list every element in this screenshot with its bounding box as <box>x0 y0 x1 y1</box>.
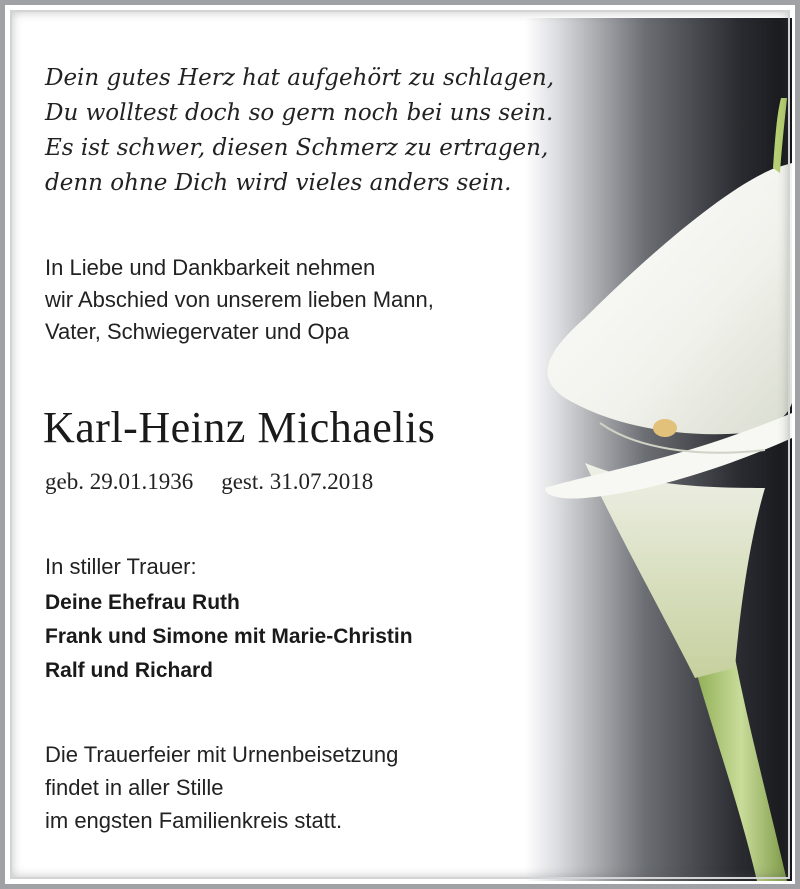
mourners-list <box>45 586 413 688</box>
service-line: im engsten Familienkreis statt. <box>45 808 343 833</box>
life-dates <box>45 467 373 497</box>
poem-line: Dein gutes Herz hat aufgehört zu schlagen, <box>45 65 555 91</box>
service-line: findet in aller Stille <box>45 775 224 800</box>
poem-line: Du wolltest doch so gern noch bei uns sein. <box>45 100 554 126</box>
mourner: Ralf und Richard <box>45 659 214 682</box>
intro-line: In Liebe und Dankbarkeit nehmen <box>45 255 376 280</box>
mourner: Deine Ehefrau Ruth <box>45 591 240 614</box>
intro-line: Vater, Schwiegervater und Opa <box>45 319 350 344</box>
poem-line: denn ohne Dich wird vieles anders sein. <box>45 170 512 196</box>
spadix <box>653 419 677 437</box>
deceased-name: Karl-Heinz Michaelis <box>43 403 436 452</box>
service-notice <box>45 738 398 837</box>
service-line: Die Trauerfeier mit Urnenbeisetzung <box>45 742 399 767</box>
calla-lily-icon <box>525 18 792 881</box>
mourning-label: In stiller Trauer: <box>45 554 197 579</box>
intro-line: wir Abschied von unserem lieben Mann, <box>45 287 434 312</box>
poem-line: Es ist schwer, diesen Schmerz zu ertragen, <box>45 135 549 161</box>
intro-text <box>45 252 434 348</box>
birth-date: geb. 29.01.1936 <box>45 469 194 494</box>
poem <box>45 61 554 201</box>
flower-panel <box>525 18 792 881</box>
death-date: gest. 31.07.2018 <box>221 469 374 494</box>
mourner: Frank und Simone mit Marie-Christin <box>45 625 413 648</box>
